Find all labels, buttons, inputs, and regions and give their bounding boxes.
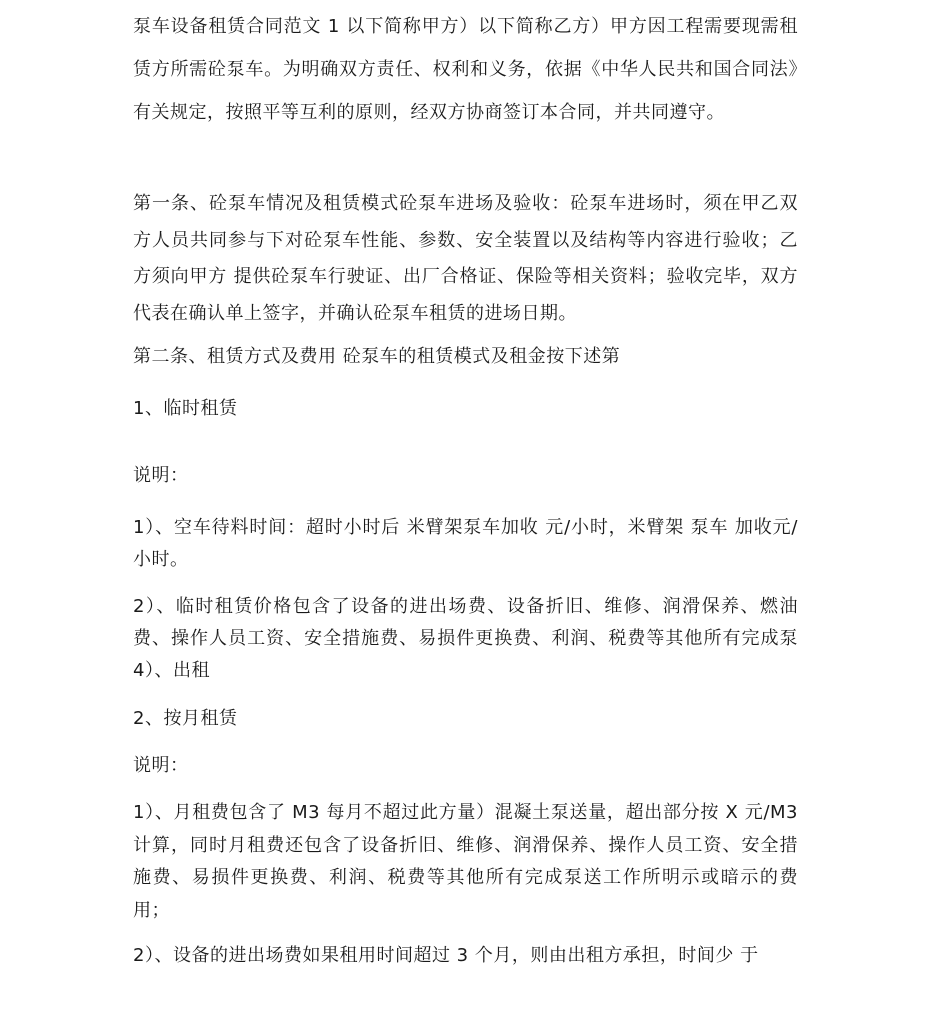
label-note-2: 说明： [133, 755, 189, 776]
paragraph-intro: 泵车设备租赁合同范文 1 以下简称甲方）以下简称乙方）甲方因工程需要现需租赁方所需砼泵车。为明确双方责任、权利和义务，依据《中华人民共和国合同法》有关规定，按照平等互利的原则，经双方协商签订本合同，并共同遵守。 [133, 16, 798, 123]
paragraph-note-1-item-2: 2）、临时租赁价格包含了设备的进出场费、设备折旧、维修、润滑保养、燃油费、操作人员工资、安全措施费、易损件更换费、利润、税费等其他所有完成泵 4）、出租 [133, 596, 798, 681]
heading-monthly-lease: 2、按月租赁 [133, 708, 238, 729]
paragraph-note-2-item-2: 2）、设备的进出场费如果租用时间超过 3 个月，则由出租方承担，时间少 于 [133, 945, 759, 966]
heading-temporary-lease: 1、临时租赁 [133, 398, 238, 419]
paragraph-note-2-item-1: 1）、月租费包含了 M3 每月不超过此方量）混凝土泵送量，超出部分按 X 元/M3 计算，同时月租费还包含了设备折旧、维修、润滑保养、操作人员工资、安全措施费、易损件更换费、利润、税费等其他所有完成泵送工作所明示或暗示的费用； [133, 802, 798, 921]
paragraph-article-1: 第一条、砼泵车情况及租赁模式砼泵车进场及验收：砼泵车进场时，须在甲乙双方人员共同参与下对砼泵车性能、参数、安全装置以及结构等内容进行验收；乙方须向甲方 提供砼泵车行驶证、出厂合格证、保险等相关资料；验收完毕，双方代表在确认单上签字，并确认砼泵车租赁的进场日期。 [133, 193, 798, 324]
paragraph-article-2: 第二条、租赁方式及费用 砼泵车的租赁模式及租金按下述第 [133, 346, 621, 367]
label-note-1: 说明： [133, 465, 189, 486]
paragraph-note-1-item-1: 1）、空车待料时间：超时小时后 米臂架泵车加收 元/小时，米臂架 泵车 加收元/小时。 [133, 517, 798, 570]
